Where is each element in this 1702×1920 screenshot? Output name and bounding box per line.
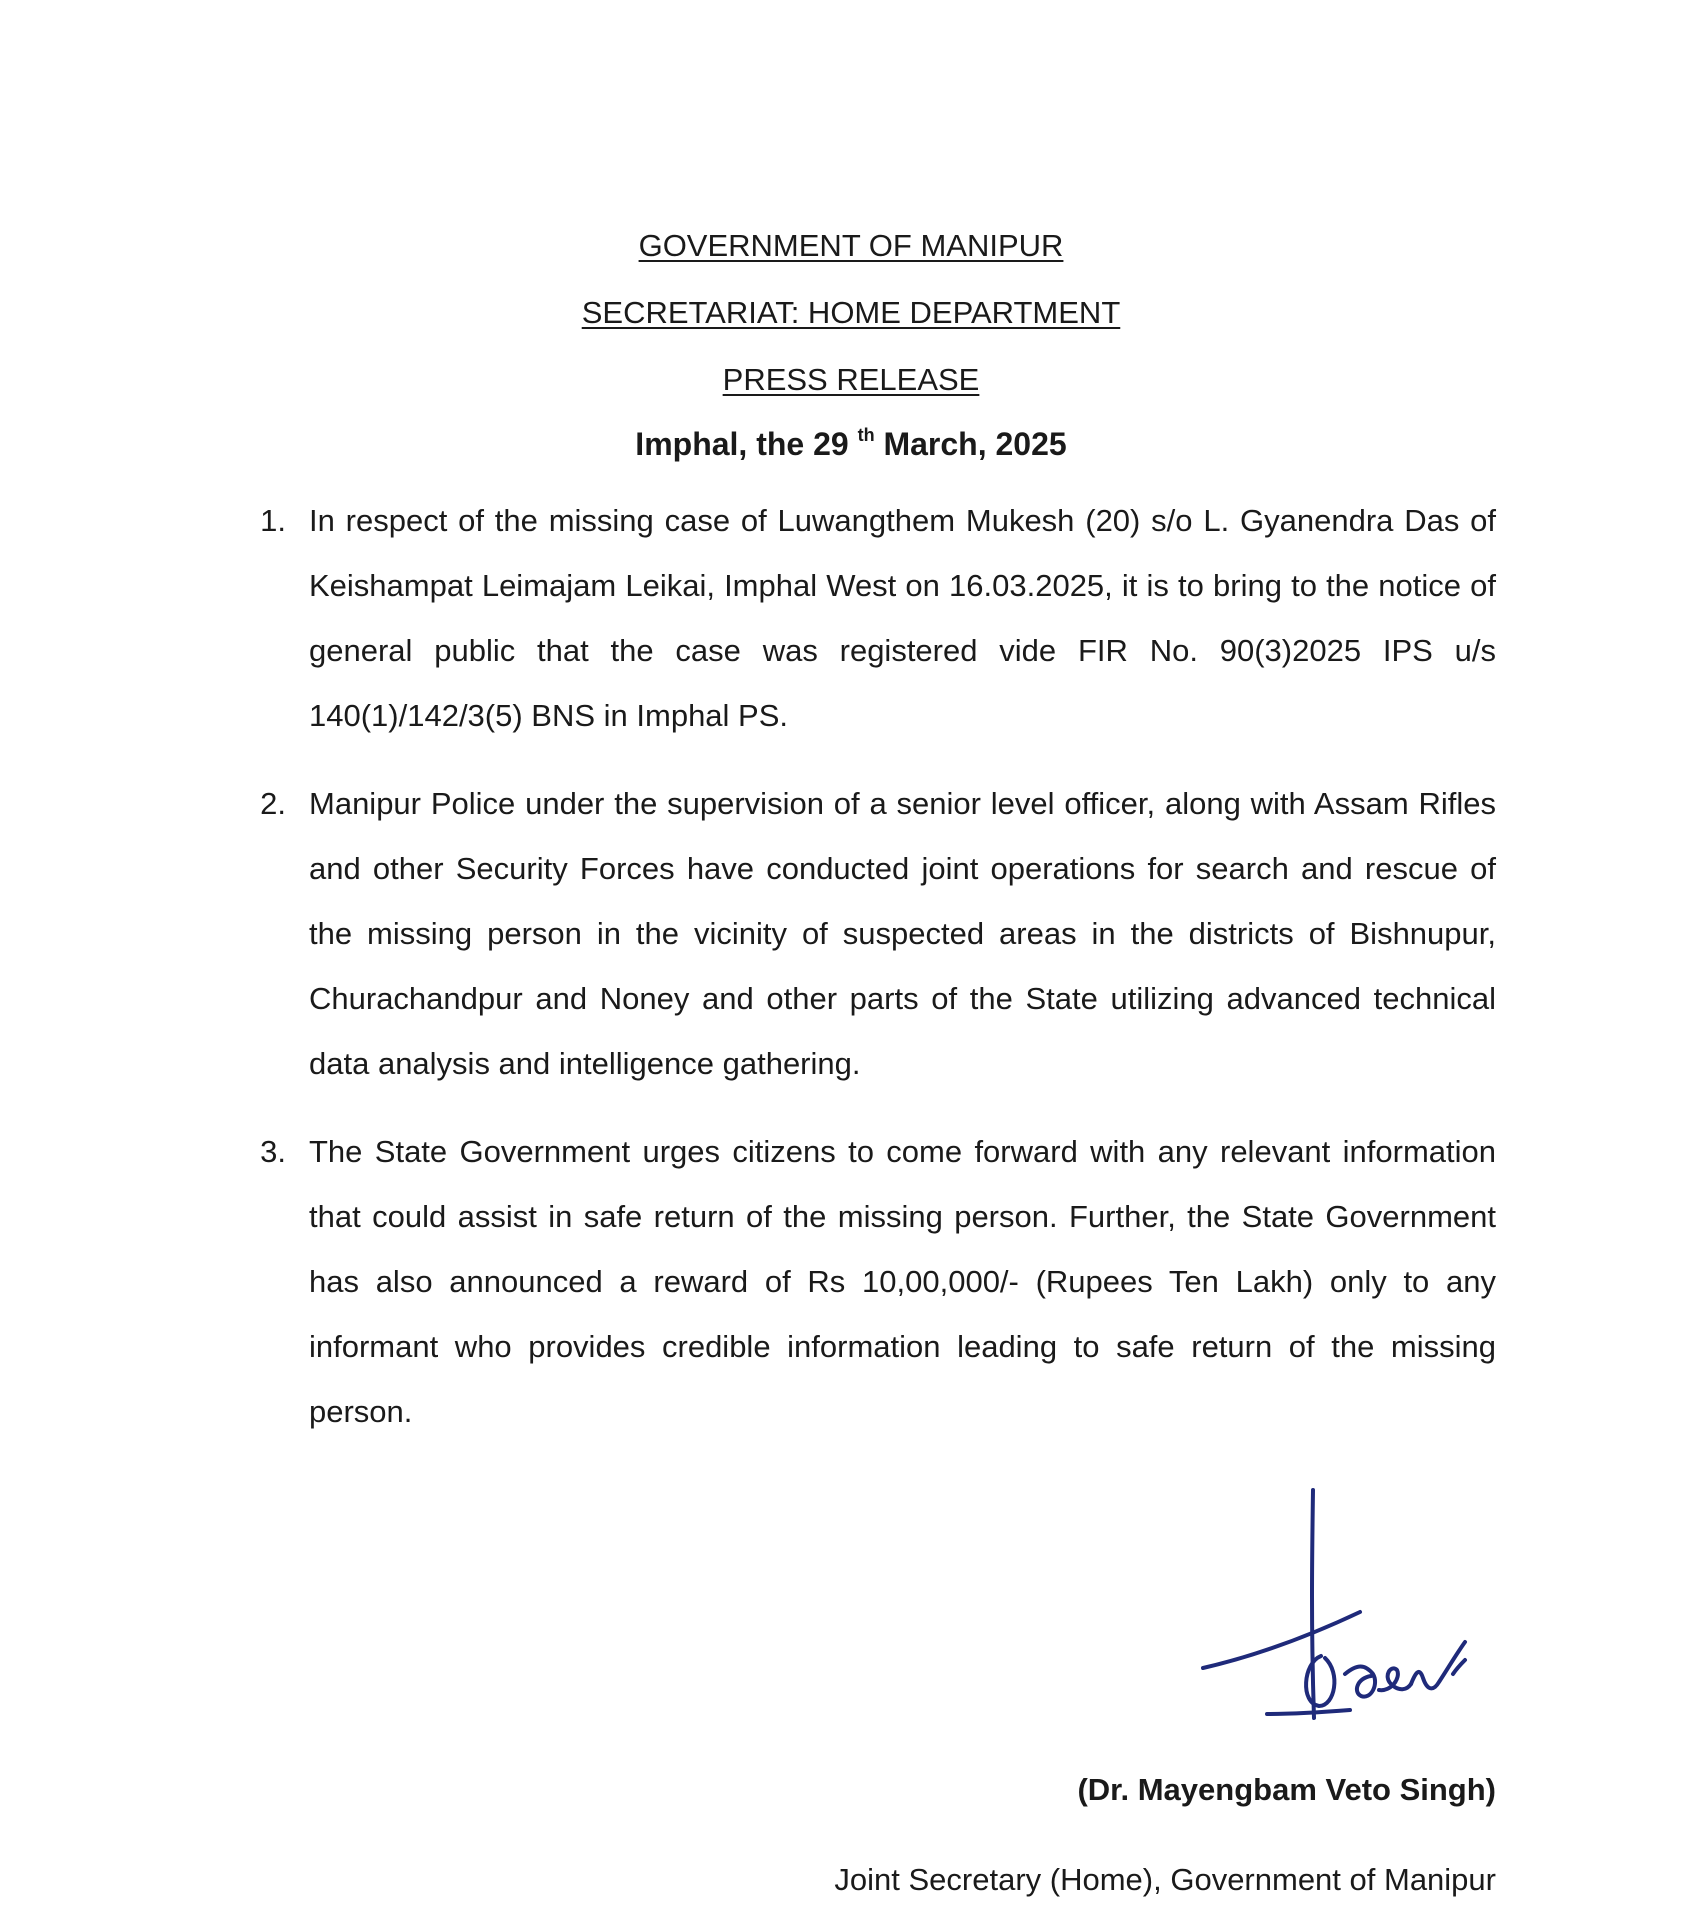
item-text: In respect of the missing case of Luwangthem Mukesh (20) s/o L. Gyanendra Das of Keishampat Leimajam Leikai, Imphal West on 16.03.2025, it is to bring to the notice of general public that the case was registered vide FIR No. 90(3)2025 IPS u/s 140(1)/142/3(5) BNS in Imphal PS. bbox=[309, 503, 1496, 733]
place-date-line bbox=[0, 424, 1702, 464]
item-text: Manipur Police under the supervision of a senior level officer, along with Assam Rifles and other Security Forces have conducted joint operations for search and rescue of the missing person in the vicinity of suspected areas in the districts of Bishnupur, Churachandpur and Noney and other parts of the State utilizing advanced technical data analysis and intelligence gathering. bbox=[309, 786, 1496, 1081]
place-date-suffix: March, 2025 bbox=[874, 426, 1067, 462]
signatory-name: (Dr. Mayengbam Veto Singh) bbox=[1077, 1772, 1496, 1807]
government-heading bbox=[0, 226, 1702, 266]
department-title: SECRETARIAT: HOME DEPARTMENT bbox=[581, 295, 1121, 330]
doc-type-heading bbox=[0, 360, 1702, 400]
place-date-prefix: Imphal, the 29 bbox=[635, 426, 849, 462]
doc-type-title: PRESS RELEASE bbox=[722, 362, 980, 397]
press-release-items bbox=[256, 488, 1496, 1467]
handwritten-signature bbox=[1195, 1478, 1495, 1733]
government-title: GOVERNMENT OF MANIPUR bbox=[638, 228, 1064, 263]
department-heading bbox=[0, 293, 1702, 333]
item-number: 1. bbox=[260, 503, 286, 538]
item-number: 3. bbox=[260, 1134, 286, 1169]
list-item bbox=[256, 771, 1496, 1096]
list-item bbox=[256, 1119, 1496, 1444]
list-item bbox=[256, 488, 1496, 748]
item-number: 2. bbox=[260, 786, 286, 821]
item-text: The State Government urges citizens to come forward with any relevant information that could assist in safe return of the missing person. Further, the State Government has also announced a reward of Rs 10,00,000/- (Rupees Ten Lakh) only to any informant who provides credible information leading to safe return of the missing person. bbox=[309, 1134, 1496, 1429]
date-superscript: th bbox=[857, 425, 875, 445]
signatory-designation: Joint Secretary (Home), Government of Manipur bbox=[834, 1862, 1496, 1897]
